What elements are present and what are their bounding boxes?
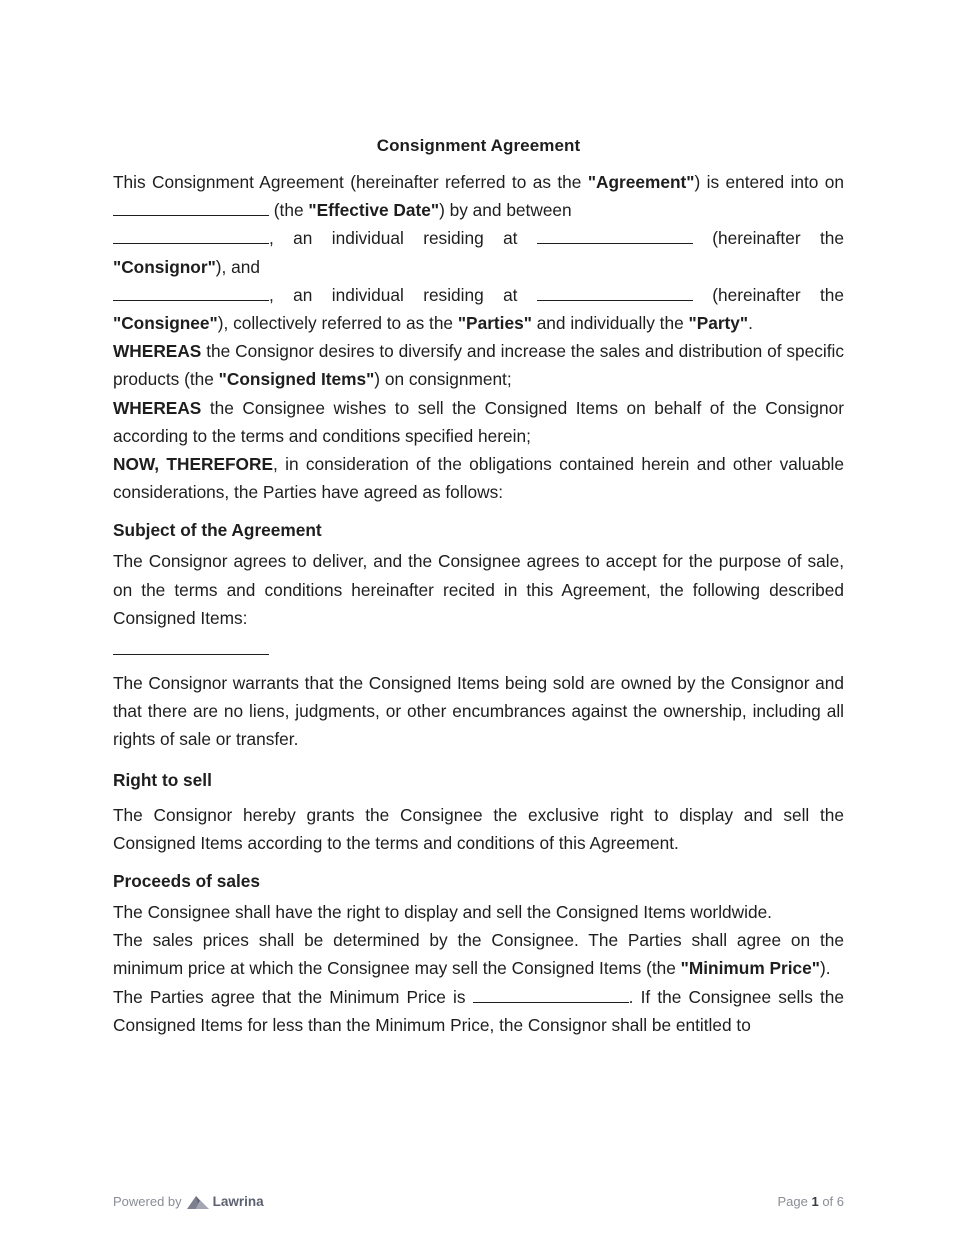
consignee-address-blank[interactable]: [537, 284, 693, 301]
subject-paragraph-2: The Consignor warrants that the Consigned Items being sold are owned by the Consignor and that there are no liens, judgments, or other encumbrances against the ownership, including all rights of sale or transfer.: [113, 673, 844, 750]
proceeds-paragraph-3: The Parties agree that the Minimum Price is . If the Consignee sells the Consigned Items for less than the Minimum Price, the Consignor shall be entitled to: [113, 986, 844, 1035]
consignee-paragraph: , an individual residing at (hereinafter the "Consignee"), collectively referred to as the "Parties" and individually the "Party".: [113, 284, 844, 334]
right-to-sell-paragraph: The Consignor hereby grants the Consignee the exclusive right to display and sell the Consigned Items according to the terms and conditions of this Agreement.: [113, 804, 844, 853]
document-title: Consignment Agreement: [376, 136, 581, 155]
defined-term-party: "Party": [688, 313, 749, 334]
intro-paragraph: This Consignment Agreement (hereinafter referred to as the "Agreement") is entered into on (the "Effective Date") by and between: [113, 172, 845, 221]
defined-term-agreement: "Agreement": [587, 172, 695, 192]
subject-paragraph-1: The Consignor agrees to deliver, and the Consignee agrees to accept for the purpose of sale, on the terms and conditions hereinafter recited in this Agreement, the following described Consigned Items:: [113, 551, 844, 628]
effective-date-blank[interactable]: [113, 199, 269, 216]
defined-term-minimum-price: "Minimum Price": [680, 958, 820, 979]
document-page: [113, 134, 844, 1039]
section-heading-proceeds: Proceeds of sales: [113, 871, 260, 892]
consignee-name-blank[interactable]: [113, 284, 269, 301]
defined-term-effective-date: "Effective Date": [308, 200, 440, 221]
page-indicator: Page 1 of 6: [777, 1194, 844, 1209]
recital-3: NOW, THEREFORE, in consideration of the obligations contained herein and other valuable considerations, the Parties have agreed as follows:: [113, 454, 844, 503]
consignor-paragraph: , an individual residing at (hereinafter the "Consignor"), and: [113, 228, 844, 277]
defined-term-consignor: "Consignor": [113, 256, 216, 277]
proceeds-paragraph-2: The sales prices shall be determined by the Consignee. The Parties shall agree on the minimum price at which the Consignee may sell the Consigned Items (the "Minimum Price").: [113, 930, 844, 979]
minimum-price-blank[interactable]: [473, 986, 629, 1003]
defined-term-consignee: "Consignee": [113, 313, 218, 334]
section-heading-subject: Subject of the Agreement: [113, 520, 322, 541]
recital-2: WHEREAS the Consignee wishes to sell the Consigned Items on behalf of the Consignor according to the terms and conditions specified herein;: [113, 397, 844, 446]
consignor-address-blank[interactable]: [537, 227, 693, 244]
defined-term-parties: "Parties": [457, 313, 532, 334]
proceeds-paragraph-1: The Consignee shall have the right to display and sell the Consigned Items worldwide.: [113, 902, 772, 923]
recital-1: WHEREAS the Consignor desires to diversify and increase the sales and distribution of specific products (the "Consigned Items") on consignment;: [113, 341, 844, 390]
section-heading-right-to-sell: Right to sell: [113, 769, 212, 790]
consigned-items-blank[interactable]: [113, 654, 269, 655]
consignor-name-blank[interactable]: [113, 227, 269, 244]
defined-term-consigned-items: "Consigned Items": [218, 369, 375, 390]
brand-name[interactable]: Lawrina: [212, 1194, 264, 1209]
mountain-logo-icon: [187, 1195, 209, 1209]
powered-by: Powered by Lawrina: [113, 1194, 264, 1209]
